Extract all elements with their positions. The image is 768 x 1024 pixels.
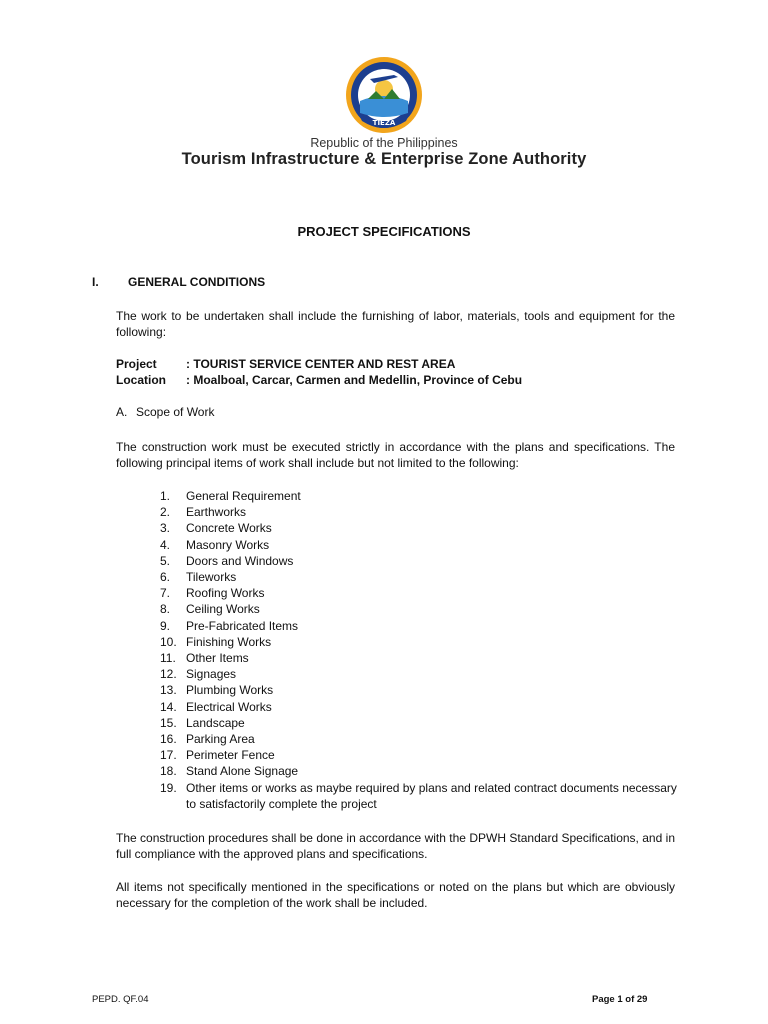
item-number: 14. — [160, 699, 177, 714]
item-number: 6. — [160, 570, 171, 585]
item-text: Signages — [186, 667, 237, 682]
item-number: 18. — [160, 764, 177, 779]
list-item — [160, 504, 680, 520]
list-item — [160, 715, 680, 731]
header-republic: Republic of the Philippines — [310, 136, 458, 150]
tieza-logo — [344, 55, 424, 135]
list-item — [160, 747, 680, 763]
document-title: PROJECT SPECIFICATIONS — [297, 224, 471, 239]
item-number: 1. — [160, 489, 171, 503]
list-item — [160, 585, 680, 601]
item-number: 2. — [160, 505, 171, 520]
item-number: 13. — [160, 683, 177, 698]
item-text: Landscape — [186, 715, 245, 730]
item-text: Earthworks — [186, 505, 247, 520]
item-text: General Requirement — [186, 489, 301, 503]
item-text: Perimeter Fence — [186, 748, 275, 763]
scope-title: Scope of Work — [136, 405, 215, 419]
item-number: 4. — [160, 537, 171, 552]
location-value: : Moalboal, Carcar, Carmen and Medellin, Province of Cebu — [186, 373, 523, 387]
list-item — [160, 520, 680, 536]
item-number: 15. — [160, 715, 177, 730]
all-items-paragraph: All items not specifically mentioned in the specifications or noted on the plans but which are obviously necessary for the completion of the work shall be included. — [116, 880, 675, 911]
item-text: Roofing Works — [186, 586, 265, 601]
item-text: Other Items — [186, 651, 249, 666]
item-number: 11. — [160, 651, 176, 666]
item-text: Finishing Works — [186, 634, 272, 649]
list-item — [160, 553, 680, 569]
item-number: 5. — [160, 553, 171, 568]
item-text: Other items or works as maybe required by plans and related contract documents necessary to satisfactorily complete the project — [186, 780, 677, 811]
list-item — [160, 634, 680, 650]
section-number: I. — [92, 275, 99, 289]
list-item — [160, 682, 680, 698]
project-value: : TOURIST SERVICE CENTER AND REST AREA — [186, 357, 456, 371]
list-item — [160, 537, 680, 553]
list-item — [160, 569, 680, 585]
section-title: GENERAL CONDITIONS — [128, 275, 266, 289]
item-text: Stand Alone Signage — [186, 764, 299, 779]
item-text: Pre-Fabricated Items — [186, 618, 299, 633]
intro-paragraph: The work to be undertaken shall include the furnishing of labor, materials, tools and equipment for the following: — [116, 309, 675, 340]
item-number: 7. — [160, 586, 171, 601]
list-item — [160, 666, 680, 682]
location-row — [116, 373, 522, 387]
list-item — [160, 618, 680, 634]
item-number: 8. — [160, 602, 171, 617]
list-item — [160, 763, 680, 779]
list-item — [160, 699, 680, 715]
item-text: Tileworks — [186, 570, 237, 585]
scope-heading — [116, 405, 214, 419]
item-text: Electrical Works — [186, 699, 272, 714]
project-label: Project — [116, 357, 157, 371]
location-label: Location — [116, 373, 166, 387]
project-row — [116, 357, 455, 371]
item-number: 19. — [160, 780, 177, 795]
scope-letter: A. — [116, 405, 128, 419]
item-text: Plumbing Works — [186, 683, 274, 698]
item-number: 17. — [160, 748, 177, 763]
item-number: 16. — [160, 732, 177, 747]
header-authority: Tourism Infrastructure & Enterprise Zone Authority — [181, 150, 587, 168]
list-item — [160, 650, 680, 666]
item-text: Parking Area — [186, 732, 255, 747]
item-text: Concrete Works — [186, 521, 272, 536]
list-item — [160, 731, 680, 747]
item-number: 12. — [160, 667, 177, 682]
item-number: 9. — [160, 618, 171, 633]
list-item — [160, 601, 680, 617]
list-item — [160, 488, 680, 504]
item-text: Ceiling Works — [186, 602, 260, 617]
work-items-list — [160, 488, 680, 812]
scope-paragraph: The construction work must be executed strictly in accordance with the plans and specifications. The following principal items of work shall include but not limited to the following: — [116, 440, 675, 471]
footer-code: PEPD. QF.04 — [92, 994, 149, 1005]
logo-text: TIEZA — [372, 119, 396, 127]
footer-page-number: Page 1 of 29 — [592, 994, 648, 1005]
item-text: Doors and Windows — [186, 553, 294, 568]
item-number: 3. — [160, 521, 171, 536]
procedures-paragraph: The construction procedures shall be done in accordance with the DPWH Standard Specifications, and in full compliance with the approved plans and specifications. — [116, 831, 675, 862]
item-text: Masonry Works — [186, 537, 270, 552]
item-number: 10. — [160, 634, 177, 649]
list-item — [160, 780, 680, 812]
